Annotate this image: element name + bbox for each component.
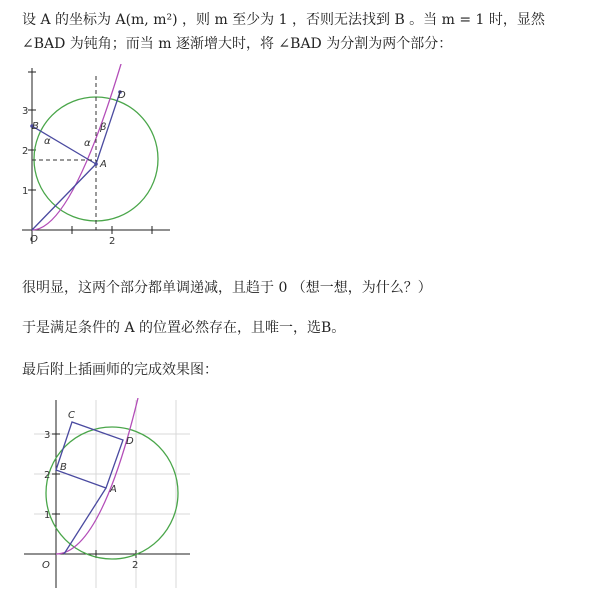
final-figure-caption: 最后附上插画师的完成效果图： [22, 362, 218, 378]
figure-1-svg [22, 64, 172, 254]
intro-paragraph: 设 A 的坐标为 A(m, m²) ，则 m 至少为 1 ，否则无法找到 B 。当 m = 1 时，显然 ∠BAD 为钝角；而当 m 逐渐增大时，将 ∠BAD 为分割为两个部分： [22, 12, 545, 52]
monotonic-paragraph: 很明显，这两个部分都单调递减，且趋于 0 （想一想，为什么？） [22, 280, 432, 296]
figure-final-result [22, 398, 192, 590]
label-a: A [110, 484, 117, 495]
label-c: C [68, 410, 75, 421]
tick-y3: 3 [22, 106, 29, 117]
label-d: D [126, 436, 134, 447]
label-o: O [30, 234, 38, 245]
tick-x2: 2 [109, 236, 116, 247]
conclusion-paragraph: 于是满足条件的 A 的位置必然存在，且唯一，选B。 [22, 320, 346, 336]
rectangle-abcd [56, 422, 123, 488]
label-alpha-2: α [84, 138, 91, 149]
tick-y3: 3 [44, 430, 51, 441]
tick-x2: 2 [132, 560, 139, 571]
label-o: O [42, 560, 50, 571]
tick-y1: 1 [44, 510, 51, 521]
parabola-curve [32, 64, 124, 230]
tick-y2: 2 [22, 146, 29, 157]
label-a: A [100, 159, 107, 170]
point-a [94, 162, 98, 166]
label-b: B [32, 121, 39, 132]
figure-angle-split [22, 64, 172, 254]
label-beta: β [100, 122, 107, 133]
parabola-curve [56, 398, 138, 554]
figure-2-svg [22, 398, 192, 590]
label-b: B [60, 462, 67, 473]
label-alpha-1: α [44, 136, 51, 147]
tick-y2: 2 [44, 470, 51, 481]
label-d: D [118, 90, 126, 101]
tick-y1: 1 [22, 186, 29, 197]
segment-oa [64, 488, 106, 554]
